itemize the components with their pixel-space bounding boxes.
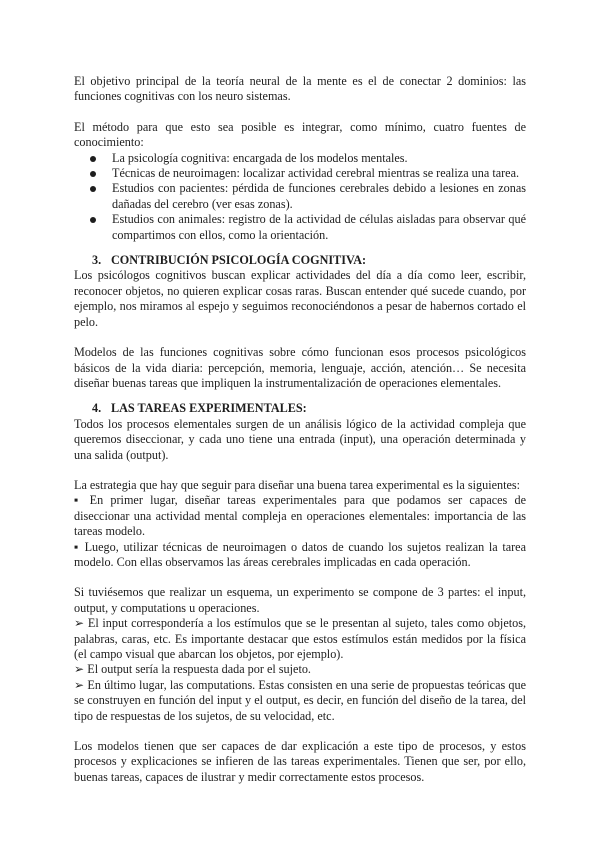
section-3-paragraph-2: Modelos de las funciones cognitivas sobre cómo funcionan esos procesos psicológicos básicos de la vida diaria: percepción, memoria, lenguaje, acción, atención… Se necesita diseñar buenas tareas que impliquen la instrumentalización de operaciones elementales. bbox=[74, 345, 526, 390]
section-number: 4. bbox=[92, 401, 102, 416]
schema-item-output: ➢ El output sería la respuesta dada por el sujeto. bbox=[74, 662, 311, 677]
document-page bbox=[74, 74, 526, 785]
schema-intro: Si tuviésemos que realizar un esquema, un experimento se compone de 3 partes: el input, output, y computations u operaciones. bbox=[74, 585, 526, 615]
schema-item-input: ➢ El input correspondería a los estímulos que se le presentan al sujeto, tales como objetos, palabras, caras, etc. Es importante destacar que estos estímulos están medidos por la física (el campo visual que abarcan los objetos, por ejemplo). bbox=[74, 616, 526, 661]
strategy-step: ▪ Luego, utilizar técnicas de neuroimagen o datos de cuando los sujetos realizan la tarea modelo. Con ellas observamos las áreas cerebrales implicadas en cada operación. bbox=[74, 539, 526, 569]
section-3-paragraph-1: Los psicólogos cognitivos buscan explicar actividades del día a día como leer, escribir, reconocer objetos, no quieren explicar cosas raras. Buscan entender qué sucede cuando, por ejemplo, nos miramos al espejo y seguimos reconociéndonos a pesar de habernos cortado el pelo. bbox=[74, 268, 526, 329]
list-item: La psicología cognitiva: encargada de los modelos mentales. bbox=[74, 151, 526, 166]
section-4-schema bbox=[74, 585, 526, 724]
section-title: LAS TAREAS EXPERIMENTALES: bbox=[111, 401, 307, 416]
section-4-heading bbox=[74, 401, 526, 416]
spacer bbox=[74, 105, 526, 120]
spacer bbox=[74, 724, 526, 739]
strategy-intro: La estrategia que hay que seguir para diseñar una buena tarea experimental es la siguientes: bbox=[74, 477, 521, 492]
spacer bbox=[74, 570, 526, 585]
section-number: 3. bbox=[92, 253, 102, 268]
spacer bbox=[74, 463, 526, 478]
strategy-step: ▪ En primer lugar, diseñar tareas experimentales para que podamos ser capaces de diseccionar una actividad mental compleja en operaciones elementales: importancia de las tareas modelo. bbox=[74, 493, 526, 539]
list-item: Estudios con animales: registro de la actividad de células aisladas para observar qué compartimos con ellos, como la orientación. bbox=[74, 212, 526, 243]
section-4-strategy bbox=[74, 478, 526, 570]
bullet-icon bbox=[90, 156, 96, 162]
bullet-icon bbox=[90, 217, 96, 223]
intro-paragraph-1: El objetivo principal de la teoría neural de la mente es el de conectar 2 dominios: las funciones cognitivas con los neuro sistemas. bbox=[74, 74, 526, 104]
section-4-paragraph-4: Los modelos tienen que ser capaces de dar explicación a este tipo de procesos, y estos procesos y explicaciones se infieren de las tareas experimentales. Tienen que ser, por ello, buenas tareas, capaces de ilustrar y medir correctamente estos procesos. bbox=[74, 739, 526, 784]
list-item: Estudios con pacientes: pérdida de funciones cerebrales debido a lesiones en zonas dañadas del cerebro (ver esas zonas). bbox=[74, 181, 526, 212]
knowledge-sources-list bbox=[74, 151, 526, 243]
schema-item-computations: ➢ En último lugar, las computations. Estas consisten en una serie de propuestas teóricas que se construyen en función del input y el output, es decir, en función del diseño de la tarea, del tipo de respuestas de los sujetos, de su velocidad, etc. bbox=[74, 677, 526, 723]
bullet-icon bbox=[90, 171, 96, 177]
section-3-heading bbox=[74, 253, 526, 268]
section-title: CONTRIBUCIÓN PSICOLOGÍA COGNITIVA: bbox=[111, 253, 367, 268]
list-item: Técnicas de neuroimagen: localizar actividad cerebral mientras se realiza una tarea. bbox=[74, 166, 526, 181]
section-4-paragraph-1: Todos los procesos elementales surgen de un análisis lógico de la actividad compleja que queremos diseccionar, y cada uno tiene una entrada (input), una operación determinada y una salida (output). bbox=[74, 416, 526, 462]
bullet-icon bbox=[90, 186, 96, 192]
intro-paragraph-2: El método para que esto sea posible es integrar, como mínimo, cuatro fuentes de conocimiento: bbox=[74, 119, 526, 150]
spacer bbox=[74, 330, 526, 345]
